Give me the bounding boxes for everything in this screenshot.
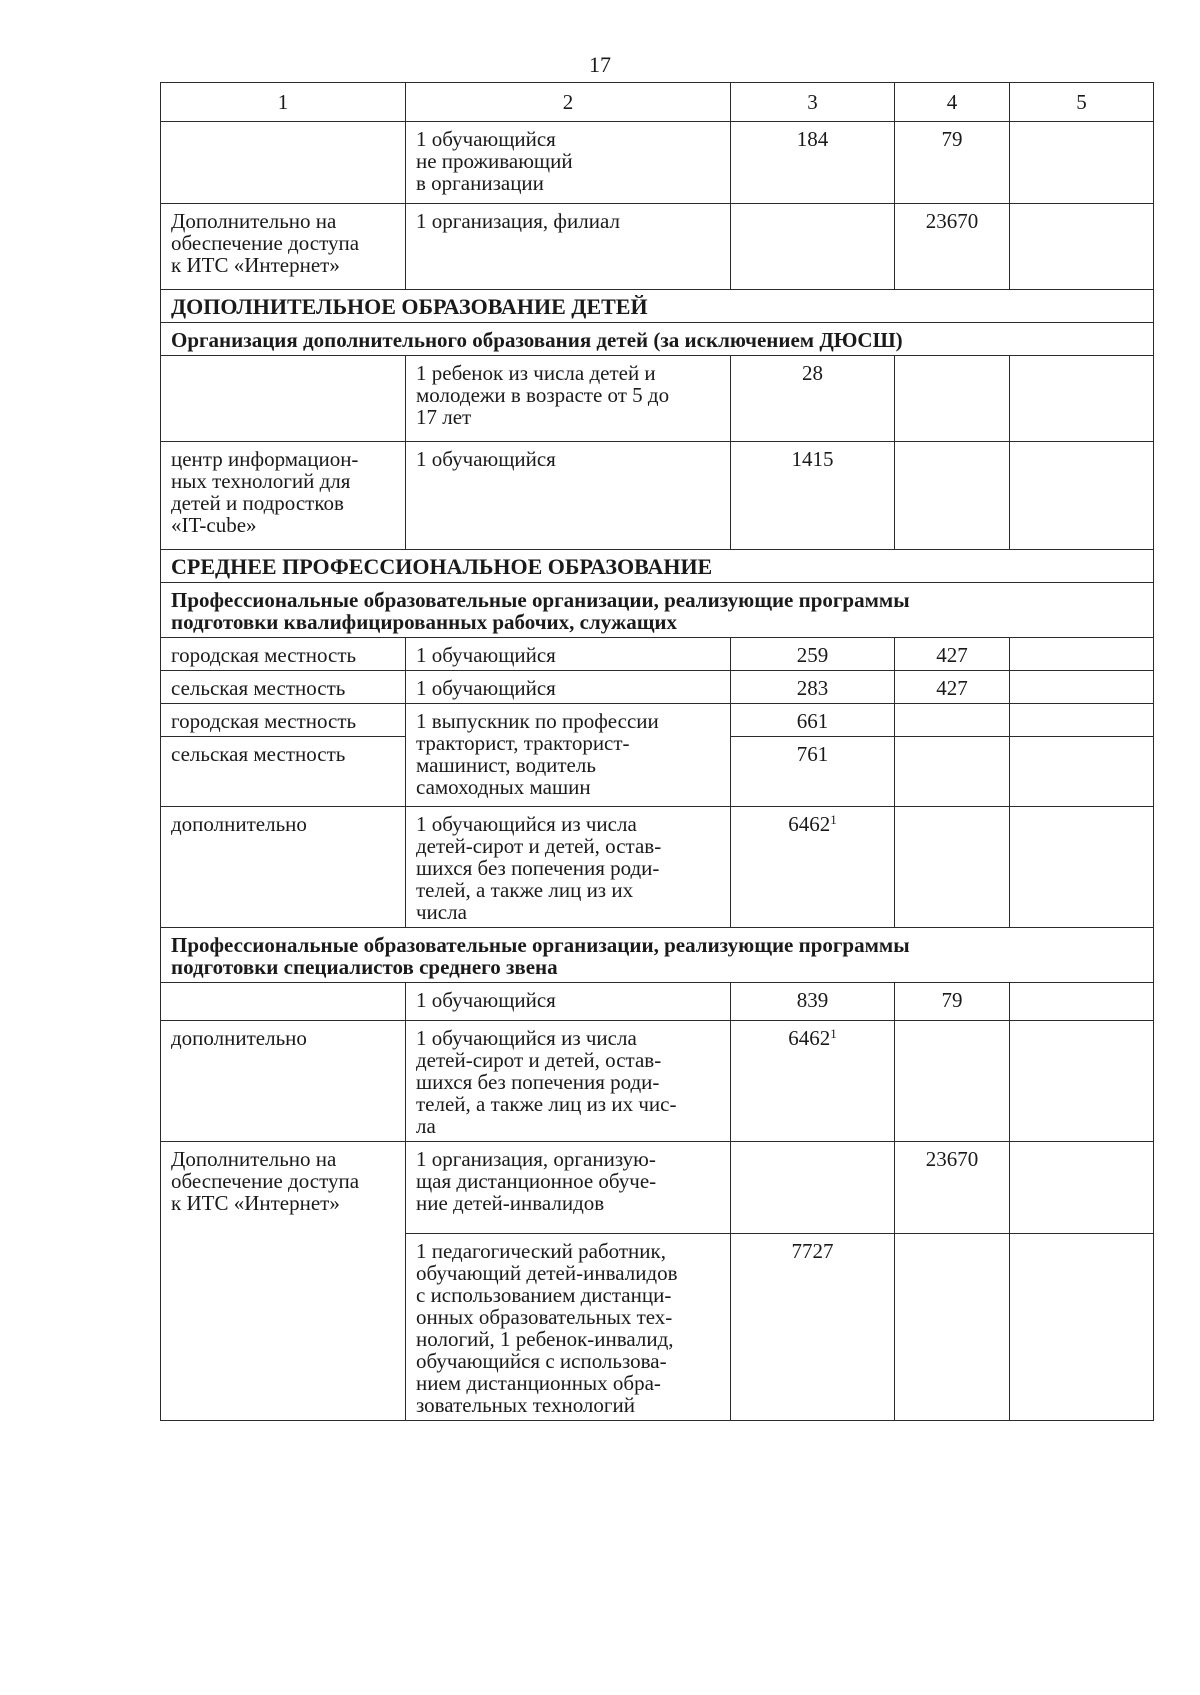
text-line: 1 обучающийся: [416, 127, 556, 151]
text-line: зовательных технологий: [416, 1393, 635, 1417]
unit-description: 1 обучающийся: [406, 442, 731, 550]
column-number: 2: [406, 83, 731, 122]
text-line: щая дистанционное обуче-: [416, 1169, 657, 1193]
text-line: самоходных машин: [416, 775, 591, 799]
text-line: подготовки квалифицированных рабочих, служащих: [171, 610, 678, 634]
page-number: 17: [589, 52, 611, 77]
unit-description: [406, 1142, 731, 1234]
row-label: [161, 122, 406, 204]
unit-description: [406, 356, 731, 442]
text-line: 17 лет: [416, 405, 472, 429]
table-row: [161, 983, 1154, 1021]
subsection-heading: Организация дополнительного образования детей (за исключением ДЮСШ): [161, 323, 1154, 356]
value-col3: [731, 204, 895, 290]
value-col4: [895, 1234, 1010, 1421]
value-col3: 1415: [731, 442, 895, 550]
text-line: к ИТС «Интернет»: [171, 1191, 340, 1215]
unit-description: [406, 1234, 731, 1421]
table-row: [161, 638, 1154, 671]
value-col4: [895, 356, 1010, 442]
footnote-mark: 1: [830, 1026, 837, 1041]
value-col3: 184: [731, 122, 895, 204]
text-line: обучающийся с использова-: [416, 1349, 667, 1373]
section-heading-row: [161, 550, 1154, 583]
value-col5: [1010, 1142, 1154, 1234]
text-line: онных образовательных тех-: [416, 1305, 673, 1329]
text-line: Профессиональные образовательные организации, реализующие программы: [171, 588, 910, 612]
value-col3: [731, 1142, 895, 1234]
row-label: дополнительно: [161, 807, 406, 928]
text-line: обучающий детей-инвалидов: [416, 1261, 678, 1285]
text-line: числа: [416, 900, 467, 924]
row-label: дополнительно: [161, 1021, 406, 1142]
text-line: 1 выпускник по профессии: [416, 709, 659, 733]
unit-description: [406, 704, 731, 807]
row-label: [161, 1234, 406, 1421]
text-line: детей-сирот и детей, остав-: [416, 1048, 662, 1072]
value-col3: 761: [731, 737, 895, 807]
unit-description: 1 обучающийся: [406, 983, 731, 1021]
value-col4: 23670: [895, 204, 1010, 290]
norms-table: [160, 82, 1154, 1421]
text-line: ла: [416, 1114, 436, 1138]
value-col4: [895, 807, 1010, 928]
subsection-heading-row: [161, 583, 1154, 638]
row-label: [161, 356, 406, 442]
subsection-heading: [161, 583, 1154, 638]
text-line: обеспечение доступа: [171, 1169, 360, 1193]
value-col3: [731, 807, 895, 928]
text-line: подготовки специалистов среднего звена: [171, 955, 558, 979]
unit-description: [406, 807, 731, 928]
value-col5: [1010, 737, 1154, 807]
text-line: Профессиональные образовательные организации, реализующие программы: [171, 933, 910, 957]
column-number: 5: [1010, 83, 1154, 122]
table-row: [161, 671, 1154, 704]
section-heading: СРЕДНЕЕ ПРОФЕССИОНАЛЬНОЕ ОБРАЗОВАНИЕ: [161, 550, 1154, 583]
value-col3: 661: [731, 704, 895, 737]
row-label: [161, 983, 406, 1021]
section-heading-row: [161, 290, 1154, 323]
subsection-heading-row: [161, 323, 1154, 356]
table-row: [161, 1234, 1154, 1421]
text-line: Дополнительно на: [171, 209, 337, 233]
text-line: тракторист, тракторист-: [416, 731, 630, 755]
value-col3: 839: [731, 983, 895, 1021]
unit-description: 1 обучающийся: [406, 671, 731, 704]
value-col5: [1010, 807, 1154, 928]
value-col5: [1010, 204, 1154, 290]
value-col4: [895, 704, 1010, 737]
text-line: к ИТС «Интернет»: [171, 253, 340, 277]
text-line: 1 организация, организую-: [416, 1147, 656, 1171]
value-col3: 28: [731, 356, 895, 442]
value-col4: [895, 1021, 1010, 1142]
footnote-mark: 1: [830, 812, 837, 827]
unit-description: 1 организация, филиал: [406, 204, 731, 290]
text-line: с использованием дистанци-: [416, 1283, 672, 1307]
text-line: Дополнительно на: [171, 1147, 337, 1171]
row-label: городская местность: [161, 638, 406, 671]
text-line: 1 ребенок из числа детей и: [416, 361, 656, 385]
text-line: 1 обучающийся из числа: [416, 1026, 637, 1050]
text-line: машинист, водитель: [416, 753, 596, 777]
table-row: [161, 204, 1154, 290]
table-row: [161, 704, 1154, 737]
value-col5: [1010, 122, 1154, 204]
row-label: [161, 442, 406, 550]
table-row: [161, 122, 1154, 204]
column-number-row: [161, 83, 1154, 122]
section-heading: ДОПОЛНИТЕЛЬНОЕ ОБРАЗОВАНИЕ ДЕТЕЙ: [161, 290, 1154, 323]
table-row: [161, 442, 1154, 550]
value-col4: [895, 737, 1010, 807]
text-line: не проживающий: [416, 149, 573, 173]
value-number: 6462: [788, 812, 831, 836]
value-col5: [1010, 1021, 1154, 1142]
text-line: нием дистанционных обра-: [416, 1371, 661, 1395]
text-line: молодежи в возрасте от 5 до: [416, 383, 670, 407]
row-label: сельская местность: [161, 737, 406, 807]
text-line: в организации: [416, 171, 544, 195]
subsection-heading-row: [161, 928, 1154, 983]
text-line: телей, а также лиц из их чис-: [416, 1092, 677, 1116]
text-line: 1 педагогический работник,: [416, 1239, 666, 1263]
table-row: [161, 356, 1154, 442]
subsection-heading: [161, 928, 1154, 983]
value-col5: [1010, 442, 1154, 550]
value-col5: [1010, 638, 1154, 671]
text-line: 1 обучающийся из числа: [416, 812, 637, 836]
text-line: ных технологий для: [171, 469, 351, 493]
value-col3: 7727: [731, 1234, 895, 1421]
value-col5: [1010, 356, 1154, 442]
value-col5: [1010, 671, 1154, 704]
text-line: детей и подростков: [171, 491, 344, 515]
value-col5: [1010, 983, 1154, 1021]
value-col4: 23670: [895, 1142, 1010, 1234]
text-line: шихся без попечения роди-: [416, 1070, 660, 1094]
value-col4: [895, 442, 1010, 550]
text-line: «IT-cube»: [171, 513, 257, 537]
row-label: [161, 204, 406, 290]
value-col5: [1010, 1234, 1154, 1421]
column-number: 4: [895, 83, 1010, 122]
row-label: [161, 1142, 406, 1234]
value-col4: 79: [895, 983, 1010, 1021]
text-line: ние детей-инвалидов: [416, 1191, 605, 1215]
table-row: [161, 807, 1154, 928]
row-label: городская местность: [161, 704, 406, 737]
column-number: 1: [161, 83, 406, 122]
value-col4: 427: [895, 671, 1010, 704]
text-line: нологий, 1 ребенок-инвалид,: [416, 1327, 674, 1351]
value-col3: [731, 1021, 895, 1142]
unit-description: [406, 122, 731, 204]
value-col3: 283: [731, 671, 895, 704]
text-line: шихся без попечения роди-: [416, 856, 660, 880]
row-label: сельская местность: [161, 671, 406, 704]
column-number: 3: [731, 83, 895, 122]
unit-description: 1 обучающийся: [406, 638, 731, 671]
value-col3: 259: [731, 638, 895, 671]
value-col4: 79: [895, 122, 1010, 204]
table-row: [161, 1021, 1154, 1142]
text-line: детей-сирот и детей, остав-: [416, 834, 662, 858]
text-line: обеспечение доступа: [171, 231, 360, 255]
unit-description: [406, 1021, 731, 1142]
value-col4: 427: [895, 638, 1010, 671]
text-line: телей, а также лиц из их: [416, 878, 634, 902]
table-row: [161, 1142, 1154, 1234]
text-line: центр информацион-: [171, 447, 359, 471]
value-col5: [1010, 704, 1154, 737]
value-number: 6462: [788, 1026, 831, 1050]
